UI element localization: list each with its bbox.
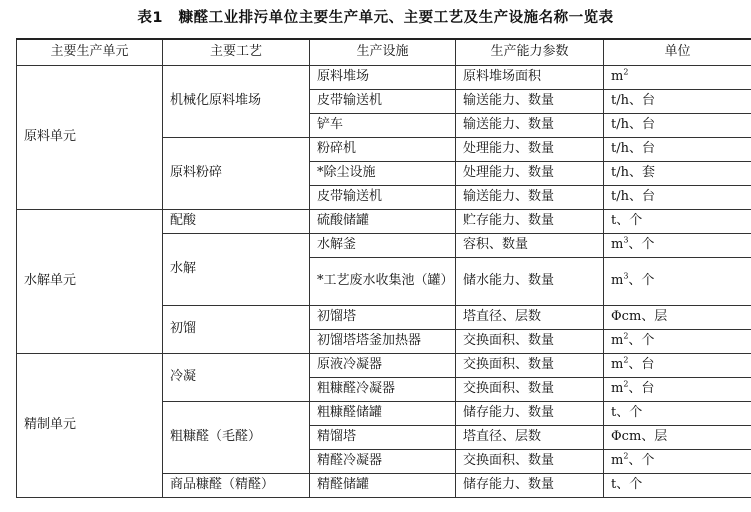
unit-suffix: 、个 [628, 273, 655, 288]
unit-base: m [611, 273, 624, 288]
unit-superscript: 2 [623, 451, 629, 461]
capacity-param-cell: 原料堆场面积 [456, 65, 604, 89]
capacity-param-cell: 贮存能力、数量 [456, 209, 604, 233]
facility-table [16, 38, 751, 498]
table-body [17, 65, 751, 497]
unit-of-measure-cell [604, 65, 751, 89]
unit-base: t/h、套 [611, 165, 655, 180]
header-cell: 生产能力参数 [456, 39, 604, 65]
unit-of-measure-cell [604, 209, 751, 233]
process-cell: 粗糠醛（毛醛） [163, 401, 310, 473]
unit-base: t/h、台 [611, 93, 655, 108]
capacity-param-cell: 储水能力、数量 [456, 257, 604, 305]
unit-base: Φcm、层 [611, 309, 668, 324]
unit-suffix: 、个 [628, 333, 655, 348]
capacity-param-cell: 处理能力、数量 [456, 161, 604, 185]
unit-base: Φcm、层 [611, 429, 668, 444]
unit-cell: 原料单元 [17, 65, 163, 209]
capacity-param-cell: 交换面积、数量 [456, 353, 604, 377]
unit-of-measure-cell [604, 185, 751, 209]
process-cell: 配酸 [163, 209, 310, 233]
unit-base: t、个 [611, 405, 643, 420]
facility-cell: 精馏塔 [310, 425, 456, 449]
facility-cell: 水解釜 [310, 233, 456, 257]
unit-of-measure-cell [604, 161, 751, 185]
facility-cell: 原液冷凝器 [310, 353, 456, 377]
unit-suffix: 、个 [628, 453, 655, 468]
unit-of-measure-cell [604, 137, 751, 161]
unit-base: t/h、台 [611, 141, 655, 156]
header-cell: 生产设施 [310, 39, 456, 65]
unit-base: m [611, 333, 624, 348]
facility-cell: 初馏塔 [310, 305, 456, 329]
table-row [17, 353, 751, 377]
unit-of-measure-cell [604, 401, 751, 425]
unit-suffix: 、台 [628, 357, 655, 372]
table-caption [0, 6, 751, 27]
facility-cell: 皮带输送机 [310, 185, 456, 209]
process-cell: 机械化原料堆场 [163, 65, 310, 137]
process-cell: 冷凝 [163, 353, 310, 401]
facility-cell: 硫酸储罐 [310, 209, 456, 233]
capacity-param-cell: 容积、数量 [456, 233, 604, 257]
table-number: 表1 [137, 10, 164, 26]
unit-of-measure-cell [604, 377, 751, 401]
unit-of-measure-cell [604, 425, 751, 449]
capacity-param-cell: 输送能力、数量 [456, 113, 604, 137]
facility-cell: 初馏塔塔釜加热器 [310, 329, 456, 353]
capacity-param-cell: 输送能力、数量 [456, 185, 604, 209]
unit-of-measure-cell [604, 329, 751, 353]
unit-suffix: 、个 [628, 237, 655, 252]
unit-suffix: 、台 [628, 381, 655, 396]
unit-superscript: 2 [623, 67, 629, 77]
unit-base: m [611, 357, 624, 372]
unit-base: m [611, 453, 624, 468]
table-title: 糠醛工业排污单位主要生产单元、主要工艺及生产设施名称一览表 [178, 10, 614, 26]
unit-base: m [611, 69, 624, 84]
capacity-param-cell: 交换面积、数量 [456, 329, 604, 353]
capacity-param-cell: 塔直径、层数 [456, 425, 604, 449]
table-row [17, 209, 751, 233]
capacity-param-cell: 输送能力、数量 [456, 89, 604, 113]
unit-superscript: 3 [623, 235, 629, 245]
unit-superscript: 2 [623, 379, 629, 389]
process-cell: 商品糠醛（精醛） [163, 473, 310, 497]
unit-of-measure-cell [604, 113, 751, 137]
capacity-param-cell: 交换面积、数量 [456, 449, 604, 473]
header-cell: 主要工艺 [163, 39, 310, 65]
capacity-param-cell: 储存能力、数量 [456, 473, 604, 497]
unit-base: t/h、台 [611, 189, 655, 204]
facility-cell: 精醛储罐 [310, 473, 456, 497]
unit-of-measure-cell [604, 305, 751, 329]
capacity-param-cell: 塔直径、层数 [456, 305, 604, 329]
unit-superscript: 2 [623, 331, 629, 341]
unit-of-measure-cell [604, 257, 751, 305]
facility-cell: 粗糠醛冷凝器 [310, 377, 456, 401]
unit-base: m [611, 237, 624, 252]
unit-cell: 精制单元 [17, 353, 163, 497]
process-cell: 水解 [163, 233, 310, 305]
unit-base: m [611, 381, 624, 396]
unit-of-measure-cell [604, 449, 751, 473]
unit-base: t、个 [611, 213, 643, 228]
unit-base: t、个 [611, 477, 643, 492]
process-cell: 原料粉碎 [163, 137, 310, 209]
facility-cell: 粉碎机 [310, 137, 456, 161]
unit-of-measure-cell [604, 353, 751, 377]
unit-of-measure-cell [604, 473, 751, 497]
capacity-param-cell: 处理能力、数量 [456, 137, 604, 161]
facility-cell: 铲车 [310, 113, 456, 137]
facility-cell: *除尘设施 [310, 161, 456, 185]
capacity-param-cell: 交换面积、数量 [456, 377, 604, 401]
unit-base: t/h、台 [611, 117, 655, 132]
header-cell: 主要生产单元 [17, 39, 163, 65]
unit-superscript: 2 [623, 355, 629, 365]
facility-cell: *工艺废水收集池（罐） [310, 257, 456, 305]
facility-cell: 精醛冷凝器 [310, 449, 456, 473]
header-cell: 单位 [604, 39, 751, 65]
facility-cell: 原料堆场 [310, 65, 456, 89]
table-row [17, 65, 751, 89]
facility-cell: 粗糠醛储罐 [310, 401, 456, 425]
process-cell: 初馏 [163, 305, 310, 353]
unit-cell: 水解单元 [17, 209, 163, 353]
capacity-param-cell: 储存能力、数量 [456, 401, 604, 425]
unit-of-measure-cell [604, 233, 751, 257]
unit-superscript: 3 [623, 271, 629, 281]
header-row [17, 39, 751, 65]
unit-of-measure-cell [604, 89, 751, 113]
facility-cell: 皮带输送机 [310, 89, 456, 113]
